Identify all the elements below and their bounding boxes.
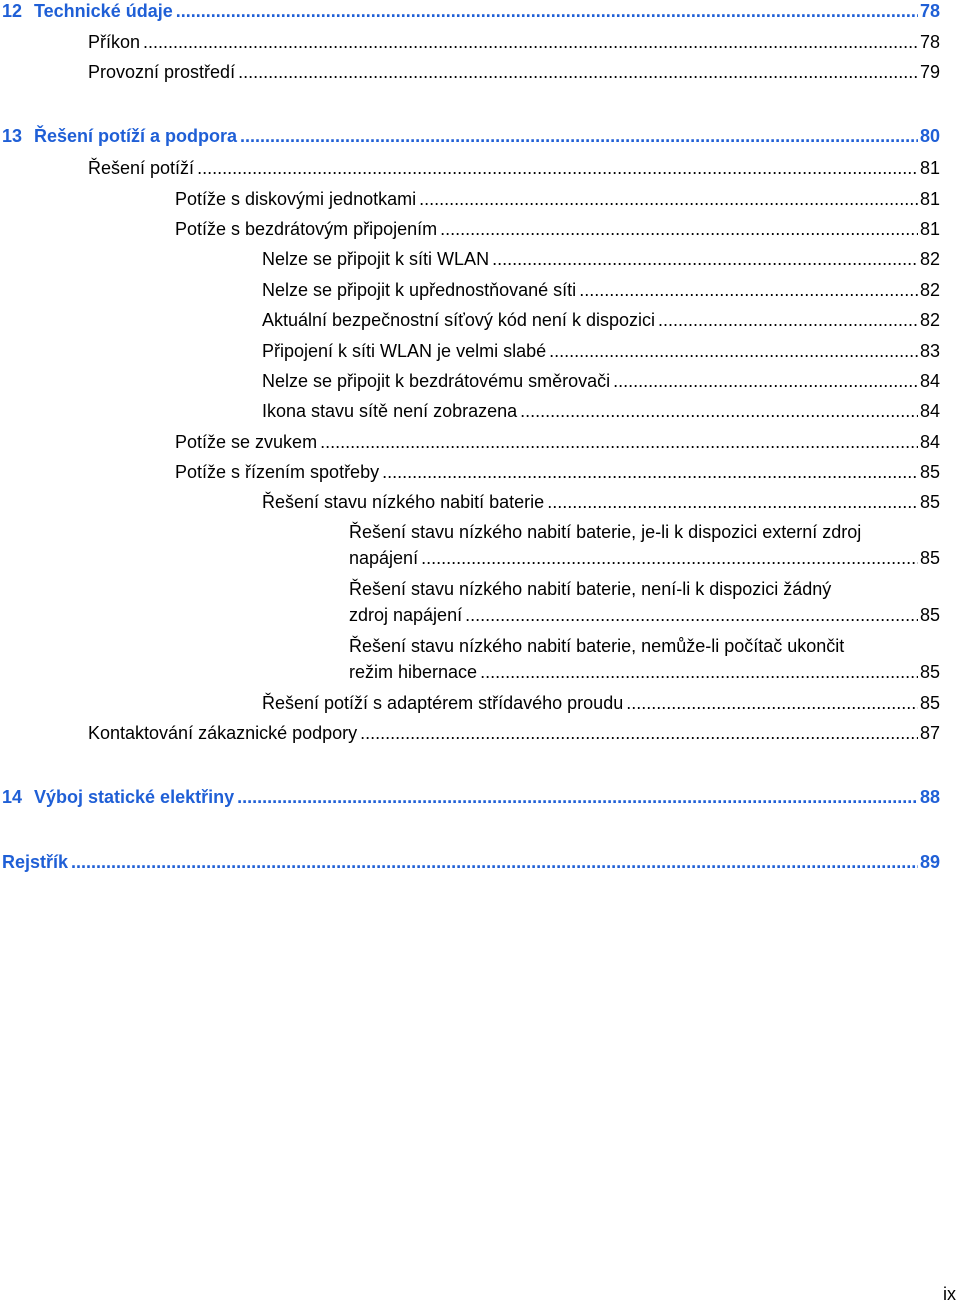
- toc-entry-diskove-jednotky[interactable]: [175, 188, 940, 210]
- page-number: 84: [919, 401, 940, 421]
- dot-leader: [197, 157, 918, 179]
- toc-entry-title: Nelze se připojit k síti WLAN: [262, 249, 490, 269]
- toc-entry-title: Nelze se připojit k upřednostňované síti: [262, 280, 577, 300]
- dot-leader: [626, 692, 918, 714]
- toc-entry-title: 14 Výboj statické elektřiny: [2, 787, 235, 807]
- toc-entry-provozni-prostredi[interactable]: [88, 61, 940, 83]
- page-number: 85: [919, 492, 940, 512]
- toc-entry-adapter[interactable]: [262, 692, 940, 714]
- page-number: 85: [919, 462, 940, 482]
- toc-entry-title: Ikona stavu sítě není zobrazena: [262, 401, 518, 421]
- toc-entry-title: Připojení k síti WLAN je velmi slabé: [262, 341, 547, 361]
- page-number: 83: [919, 341, 940, 361]
- page-number: 85: [919, 548, 940, 568]
- dot-leader: [480, 659, 918, 685]
- page-number: 85: [919, 605, 940, 625]
- toc-chapter-14[interactable]: [2, 786, 940, 808]
- dot-leader: [549, 340, 918, 362]
- page-number: 88: [919, 787, 940, 807]
- toc-index[interactable]: [2, 851, 940, 873]
- chapter-number: 14: [2, 787, 23, 807]
- dot-leader: [465, 602, 918, 628]
- toc-entry-bezpecnostni-kod[interactable]: [262, 309, 940, 331]
- page-number: 87: [919, 723, 940, 743]
- toc-entry-title: 12 Technické údaje: [2, 1, 173, 21]
- page-folio: ix: [943, 1284, 956, 1304]
- dot-leader: [492, 248, 918, 270]
- toc-entry-reseni-potizi[interactable]: [88, 157, 940, 179]
- toc-entry-prikon[interactable]: [88, 31, 940, 53]
- page-number: 78: [919, 1, 940, 21]
- page-number: 79: [919, 62, 940, 82]
- dot-leader: [240, 125, 918, 147]
- dot-leader: [143, 31, 918, 53]
- dot-leader: [658, 309, 918, 331]
- dot-leader: [613, 370, 918, 392]
- dot-leader: [320, 431, 918, 453]
- dot-leader: [382, 461, 918, 483]
- page-number: 84: [919, 432, 940, 452]
- toc-entry-title: Aktuální bezpečnostní síťový kód není k dispozici: [262, 310, 655, 330]
- dot-leader: [238, 61, 918, 83]
- dot-leader: [547, 491, 918, 513]
- toc-entry-title: Kontaktování zákaznické podpory: [88, 723, 358, 743]
- toc-entry-title-line2: zdroj napájení: [349, 605, 463, 625]
- toc-entry-title-line1: Řešení stavu nízkého nabití baterie, není-li k dispozici žádný: [349, 579, 832, 599]
- toc-entry-preferovana-sit[interactable]: [262, 279, 940, 301]
- page-number: 82: [919, 280, 940, 300]
- toc-entry-title: Potíže s diskovými jednotkami: [175, 189, 417, 209]
- toc-entry-wlan[interactable]: [262, 248, 940, 270]
- page-number: 85: [919, 662, 940, 682]
- page-number: 82: [919, 249, 940, 269]
- chapter-number: 12: [2, 1, 23, 21]
- toc-entry-slabe-pripojeni[interactable]: [262, 340, 940, 362]
- dot-leader: [419, 188, 918, 210]
- toc-chapter-12[interactable]: [2, 0, 940, 22]
- toc-entry-title: Řešení potíží s adaptérem střídavého proudu: [262, 693, 624, 713]
- toc-entry-title: Provozní prostředí: [88, 62, 236, 82]
- page-number: 89: [919, 852, 940, 872]
- toc-entry-smerovac[interactable]: [262, 370, 940, 392]
- page-number: 81: [919, 219, 940, 239]
- toc-entry-title: Příkon: [88, 32, 141, 52]
- toc-entry-externi-zdroj[interactable]: [349, 519, 940, 571]
- page-number: 78: [919, 32, 940, 52]
- toc-entry-title-line2: napájení: [349, 548, 419, 568]
- dot-leader: [237, 786, 918, 808]
- dot-leader: [421, 545, 918, 571]
- toc-chapter-13[interactable]: [2, 125, 940, 147]
- toc-entry-ikona-stavu[interactable]: [262, 400, 940, 422]
- dot-leader: [176, 0, 918, 22]
- toc-entry-title: 13 Řešení potíží a podpora: [2, 126, 238, 146]
- dot-leader: [71, 851, 918, 873]
- toc-entry-spotreba[interactable]: [175, 461, 940, 483]
- toc-entry-hibernace[interactable]: [349, 633, 940, 685]
- toc-entry-title: Potíže se zvukem: [175, 432, 318, 452]
- toc-entry-zvuk[interactable]: [175, 431, 940, 453]
- toc-entry-title: Potíže s řízením spotřeby: [175, 462, 380, 482]
- chapter-number: 13: [2, 126, 23, 146]
- page-number: 80: [919, 126, 940, 146]
- toc-entry-title-line2: režim hibernace: [349, 662, 478, 682]
- toc-entry-nizke-nabiti[interactable]: [262, 491, 940, 513]
- toc-entry-title: Rejstřík: [2, 852, 69, 872]
- toc-entry-title-line1: Řešení stavu nízkého nabití baterie, je-li k dispozici externí zdroj: [349, 522, 862, 542]
- page-number: 84: [919, 371, 940, 391]
- toc-entry-bezdratove-pripojeni[interactable]: [175, 218, 940, 240]
- toc-entry-title: Řešení potíží: [88, 158, 195, 178]
- page-number: 85: [919, 693, 940, 713]
- dot-leader: [360, 722, 918, 744]
- dot-leader: [520, 400, 918, 422]
- page-number: 81: [919, 189, 940, 209]
- toc-entry-title: Řešení stavu nízkého nabití baterie: [262, 492, 545, 512]
- page-number: 81: [919, 158, 940, 178]
- toc-entry-zakaznicka-podpora[interactable]: [88, 722, 940, 744]
- dot-leader: [579, 279, 918, 301]
- toc-entry-title-line1: Řešení stavu nízkého nabití baterie, nemůže-li počítač ukončit: [349, 636, 845, 656]
- toc-entry-title: Potíže s bezdrátovým připojením: [175, 219, 438, 239]
- toc-entry-zadny-zdroj[interactable]: [349, 576, 940, 628]
- page-number: 82: [919, 310, 940, 330]
- dot-leader: [440, 218, 918, 240]
- toc-entry-title: Nelze se připojit k bezdrátovému směrovači: [262, 371, 611, 391]
